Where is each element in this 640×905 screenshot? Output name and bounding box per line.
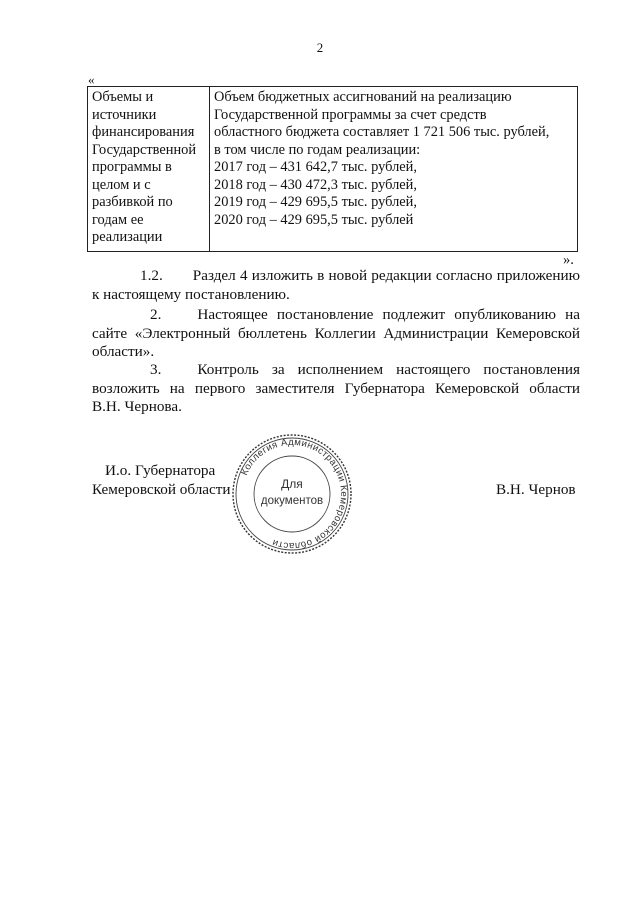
label-line: программы в	[92, 159, 172, 175]
label-line: реализации	[92, 229, 163, 245]
paragraph-number: 2.	[150, 306, 162, 323]
paragraph-line: к настоящему постановлению.	[92, 285, 290, 303]
paragraph-3	[92, 361, 580, 417]
paragraph-number: 3.	[150, 361, 162, 378]
value-line: Государственной программы за счет средств	[214, 106, 487, 123]
paragraph-text: Настоящее постановление подлежит опубликованию на	[197, 306, 580, 323]
paragraph-line: сайте «Электронный бюллетень Коллегии Администрации Кемеровской	[92, 324, 580, 342]
label-line: финансирования	[92, 124, 195, 140]
paragraph-1-2	[92, 267, 580, 304]
funding-table	[87, 86, 578, 252]
signatory-name: В.Н. Чернов	[496, 481, 576, 498]
signatory-position: И.о. Губернатора	[105, 462, 216, 479]
value-line: 2020 год – 429 695,5 тыс. рублей	[214, 211, 414, 228]
page-number: 2	[316, 40, 324, 55]
paragraph-line: В.Н. Чернова.	[92, 398, 182, 415]
label-line: источники	[92, 106, 157, 123]
label-line: годам ее	[92, 211, 144, 228]
paragraph-text: Раздел 4 изложить в новой редакции согласно приложению	[192, 267, 580, 284]
opening-quote-mark: «	[88, 72, 95, 87]
paragraph-2	[92, 306, 580, 362]
label-line: целом и с	[92, 176, 151, 193]
paragraph-line	[92, 306, 580, 325]
signatory-region: Кемеровской области	[92, 480, 231, 498]
closing-quote-mark: ».	[563, 252, 574, 268]
official-stamp	[230, 432, 354, 556]
table-row	[88, 87, 578, 252]
stamp-center-line-1: Для	[281, 477, 303, 491]
value-line: в том числе по годам реализации:	[214, 141, 421, 158]
label-line: Объемы и	[92, 89, 154, 105]
paragraph-line	[92, 361, 580, 380]
signatory-title	[92, 462, 231, 499]
value-line: 2018 год – 430 472,3 тыс. рублей,	[214, 176, 417, 193]
funding-label-cell	[88, 87, 210, 252]
paragraph-line: области».	[92, 343, 155, 360]
stamp-ring-text: Коллегия Администрации Кемеровской области	[239, 436, 350, 552]
paragraph-line: возложить на первого заместителя Губернатора Кемеровской области	[92, 379, 580, 397]
funding-value-cell	[210, 87, 578, 252]
value-line: Объем бюджетных ассигнований на реализацию	[214, 89, 512, 105]
paragraph-text: Контроль за исполнением настоящего постановления	[197, 361, 580, 378]
paragraph-number: 1.2.	[140, 267, 163, 284]
value-line: 2019 год – 429 695,5 тыс. рублей,	[214, 194, 417, 210]
stamp-graphic	[230, 432, 354, 556]
label-line: разбивкой по	[92, 194, 173, 210]
value-line: 2017 год – 431 642,7 тыс. рублей,	[214, 159, 417, 175]
stamp-center-line-2: документов	[260, 495, 324, 507]
label-line: Государственной	[92, 141, 197, 158]
paragraph-line	[92, 267, 580, 286]
value-line: областного бюджета составляет 1 721 506 тыс. рублей,	[214, 124, 550, 140]
